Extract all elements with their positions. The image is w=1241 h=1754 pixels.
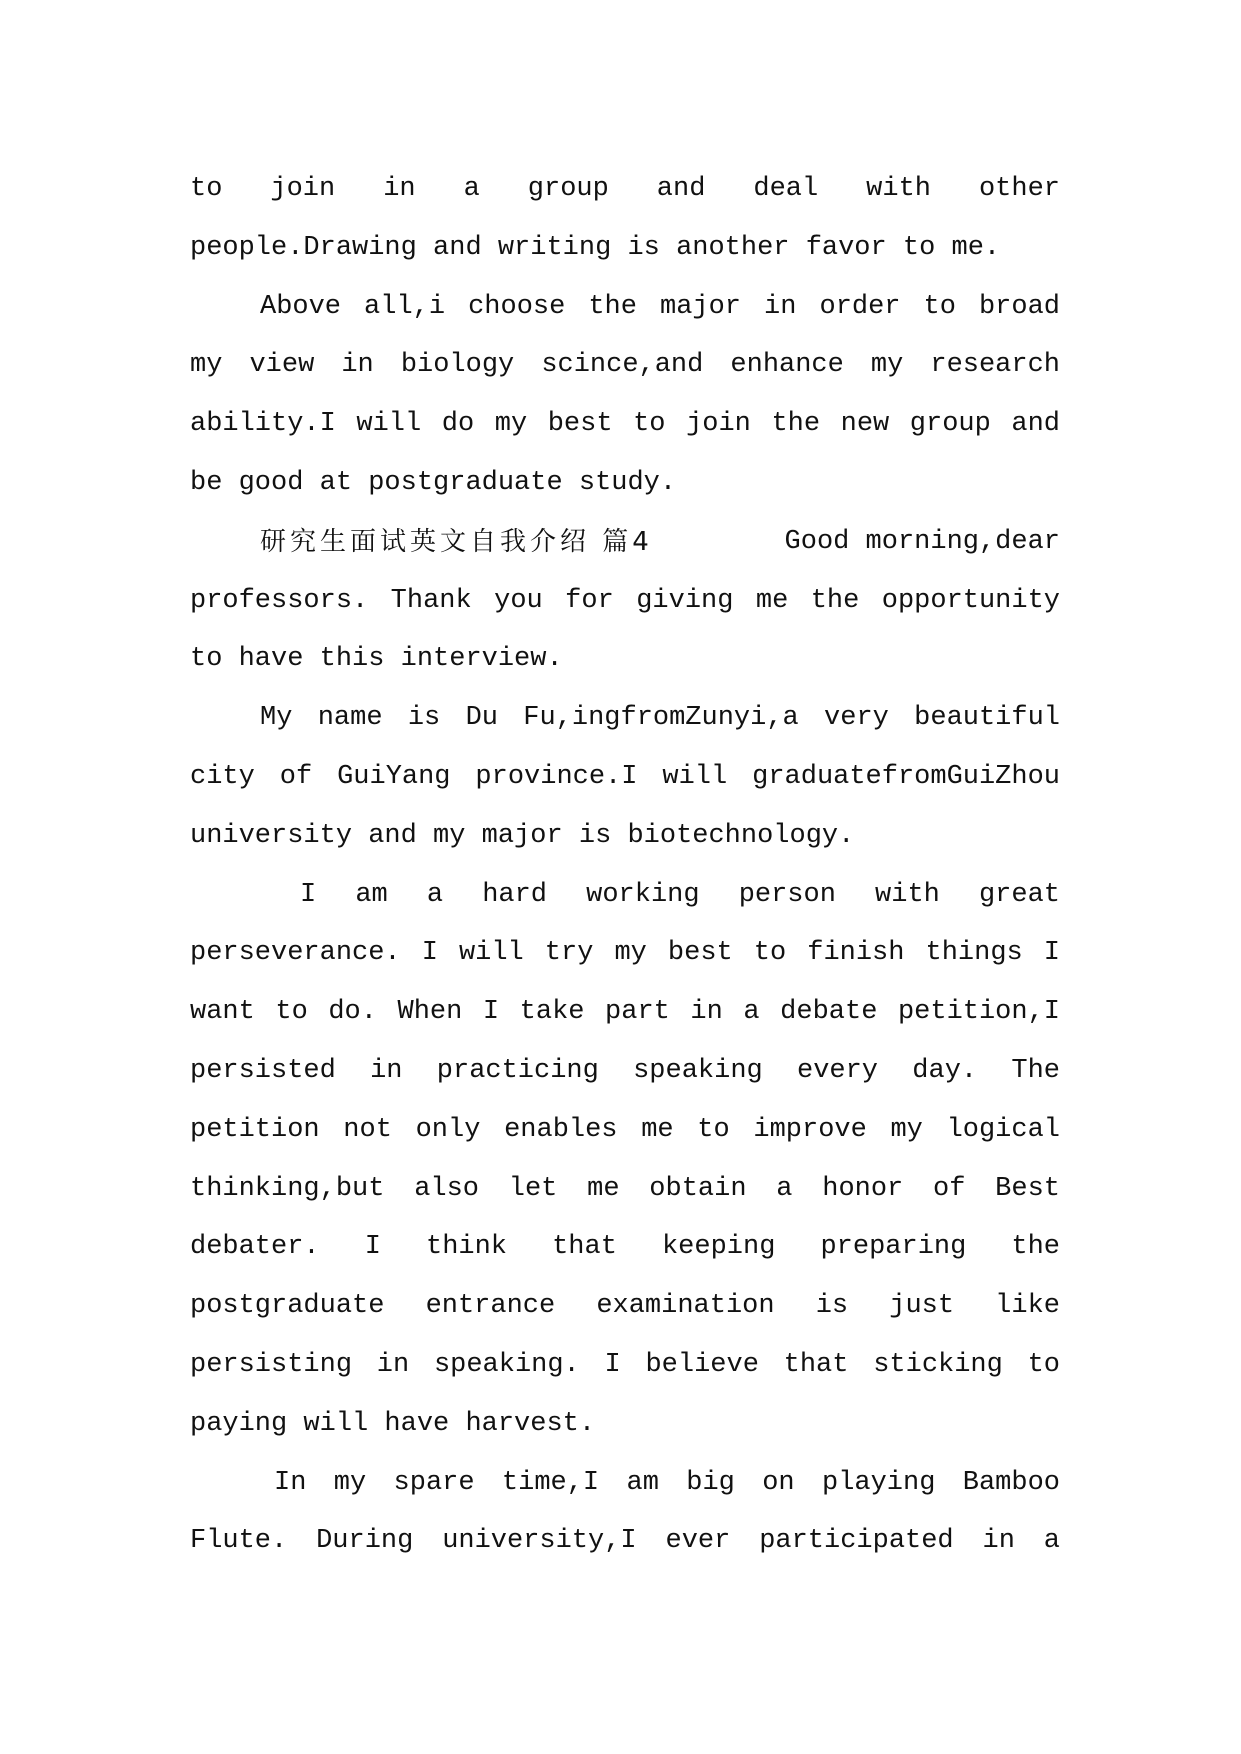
paragraph-start: My name is Du Fu,ingfromZunyi,a very beautiful xyxy=(260,703,1060,734)
text-line: professors. Thank you for giving me the opportunity xyxy=(190,585,1060,616)
document-page xyxy=(190,160,1060,1571)
text-line: persisting in speaking. I believe that sticking to xyxy=(190,1349,1060,1380)
text-line: ability.I will do my best to join the new group and xyxy=(190,409,1060,440)
paragraph-start: Above all,i choose the major in order to broad xyxy=(260,291,1060,322)
text-line: debater. I think that keeping preparing the xyxy=(190,1232,1060,1263)
text-line: to join in a group and deal with other xyxy=(190,174,1060,204)
text-line: petition not only enables me to improve my logical xyxy=(190,1114,1060,1145)
section-heading: 研究生面试英文自我介绍 篇4 xyxy=(260,526,653,557)
text-line: people.Drawing and writing is another favor to me. xyxy=(190,232,1001,263)
text-line: city of GuiYang province.I will graduatefromGuiZhou xyxy=(190,761,1060,792)
text-fragment: Good morning,dear xyxy=(784,526,1060,557)
paragraph-start: I am a hard working person with great xyxy=(300,879,1060,910)
text-line: Flute. During university,I ever participated in a xyxy=(190,1526,1060,1557)
text-line: thinking,but also let me obtain a honor of Best xyxy=(190,1173,1060,1204)
text-line: postgraduate entrance examination is just like xyxy=(190,1291,1060,1322)
text-line: be good at postgraduate study. xyxy=(190,467,677,498)
text-line: my view in biology scince,and enhance my research xyxy=(190,350,1060,381)
paragraph-start: In my spare time,I am big on playing Bamboo xyxy=(274,1467,1060,1498)
text-line: persisted in practicing speaking every day. The xyxy=(190,1055,1060,1086)
text-line: university and my major is biotechnology. xyxy=(190,820,855,851)
text-line: paying will have harvest. xyxy=(190,1408,596,1439)
text-line: want to do. When I take part in a debate petition,I xyxy=(190,997,1060,1028)
text-line: perseverance. I will try my best to finish things I xyxy=(190,938,1060,969)
section-heading-line xyxy=(190,513,1060,572)
text-line: to have this interview. xyxy=(190,644,563,675)
